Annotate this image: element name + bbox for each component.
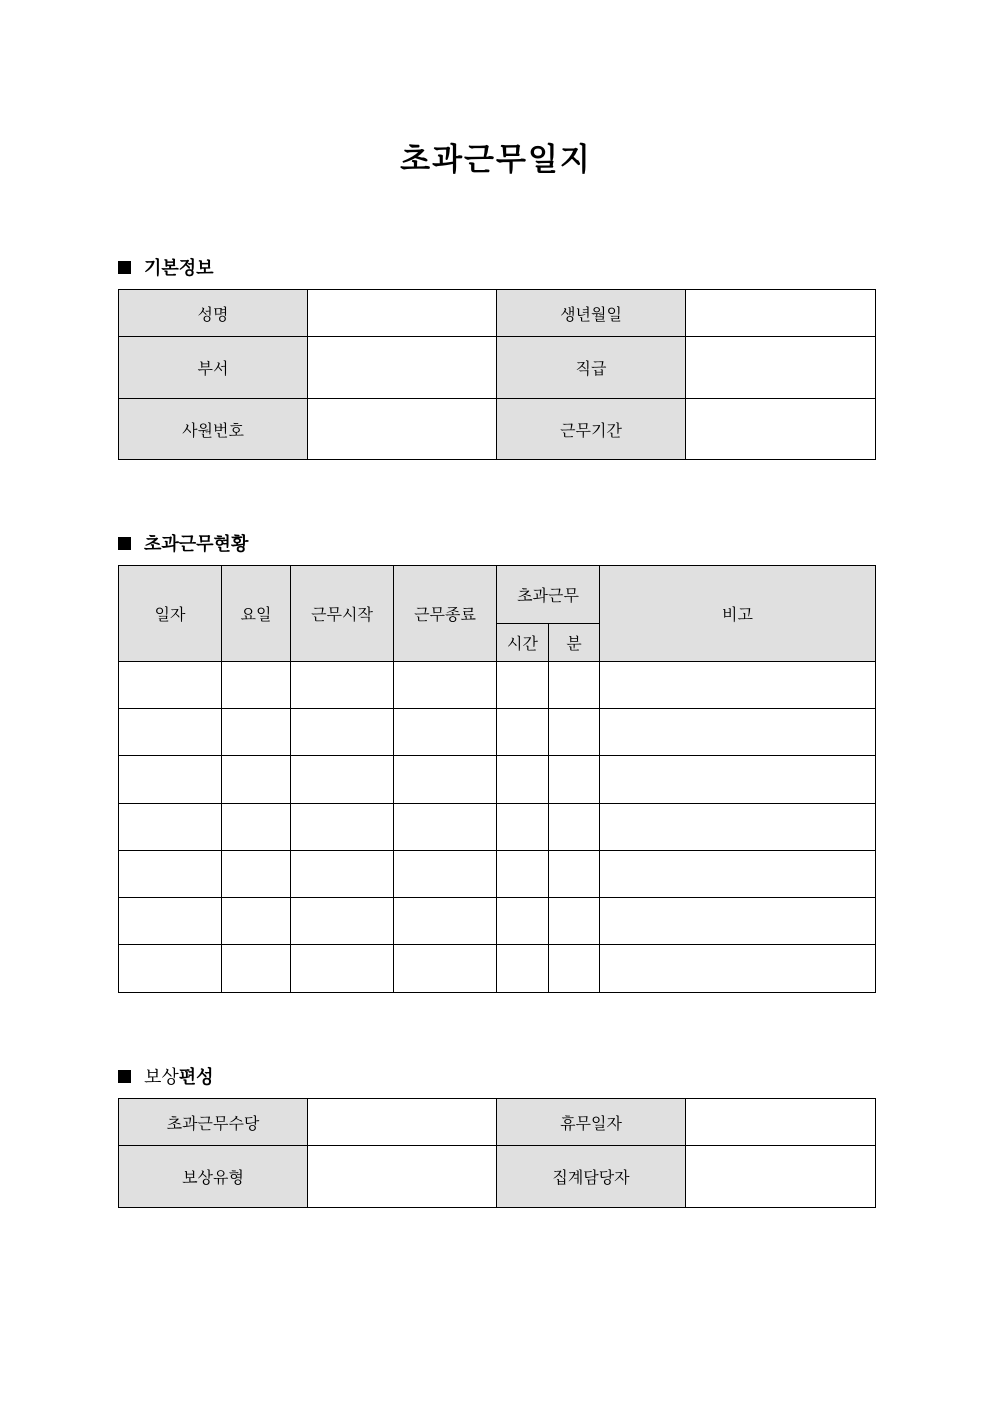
start-cell[interactable] [291, 945, 394, 993]
date-cell[interactable] [119, 851, 222, 898]
start-cell[interactable] [291, 662, 394, 709]
section-heading-overtime [118, 530, 248, 556]
remarks-cell[interactable] [600, 709, 876, 756]
table-row [119, 804, 876, 851]
date-cell[interactable] [119, 945, 222, 993]
compensation-table [118, 1098, 876, 1208]
birthdate-field[interactable] [686, 290, 876, 337]
section-title: 기본정보 [144, 258, 214, 279]
label-name: 성명 [119, 290, 308, 337]
label-overtime-allowance: 초과근무수당 [119, 1099, 308, 1146]
end-cell[interactable] [394, 756, 497, 804]
label-compensation-type: 보상유형 [119, 1146, 308, 1208]
minutes-cell[interactable] [549, 756, 600, 804]
hours-cell[interactable] [497, 945, 549, 993]
minutes-cell[interactable] [549, 709, 600, 756]
table-row [119, 945, 876, 993]
date-cell[interactable] [119, 804, 222, 851]
header-overtime: 초과근무 [497, 566, 600, 624]
compensation-type-field[interactable] [308, 1146, 497, 1208]
label-department: 부서 [119, 337, 308, 399]
remarks-cell[interactable] [600, 804, 876, 851]
table-row [119, 898, 876, 945]
work-period-field[interactable] [686, 399, 876, 460]
date-cell[interactable] [119, 709, 222, 756]
minutes-cell[interactable] [549, 851, 600, 898]
label-position: 직급 [497, 337, 686, 399]
tally-manager-field[interactable] [686, 1146, 876, 1208]
hours-cell[interactable] [497, 804, 549, 851]
table-row [119, 851, 876, 898]
hours-cell[interactable] [497, 662, 549, 709]
section-title-normal: 보상 [144, 1067, 179, 1088]
start-cell[interactable] [291, 804, 394, 851]
remarks-cell[interactable] [600, 756, 876, 804]
name-field[interactable] [308, 290, 497, 337]
remarks-cell[interactable] [600, 851, 876, 898]
end-cell[interactable] [394, 945, 497, 993]
overtime-allowance-field[interactable] [308, 1099, 497, 1146]
page-title: 초과근무일지 [400, 142, 592, 178]
minutes-cell[interactable] [549, 804, 600, 851]
section-heading-compensation [118, 1063, 214, 1089]
table-row [119, 709, 876, 756]
label-employee-number: 사원번호 [119, 399, 308, 460]
start-cell[interactable] [291, 709, 394, 756]
minutes-cell[interactable] [549, 898, 600, 945]
minutes-cell[interactable] [549, 662, 600, 709]
square-bullet-icon [118, 537, 131, 550]
header-hours: 시간 [497, 624, 549, 662]
hours-cell[interactable] [497, 709, 549, 756]
hours-cell[interactable] [497, 898, 549, 945]
start-cell[interactable] [291, 898, 394, 945]
day-cell[interactable] [222, 898, 291, 945]
minutes-cell[interactable] [549, 945, 600, 993]
remarks-cell[interactable] [600, 945, 876, 993]
section-title-bold: 편성 [178, 1067, 214, 1088]
header-end: 근무종료 [394, 566, 497, 662]
label-tally-manager: 집계담당자 [497, 1146, 686, 1208]
date-cell[interactable] [119, 662, 222, 709]
day-cell[interactable] [222, 851, 291, 898]
header-start: 근무시작 [291, 566, 394, 662]
square-bullet-icon [118, 261, 131, 274]
label-work-period: 근무기간 [497, 399, 686, 460]
date-cell[interactable] [119, 898, 222, 945]
day-cell[interactable] [222, 945, 291, 993]
section-heading-basic-info [118, 254, 214, 280]
day-off-date-field[interactable] [686, 1099, 876, 1146]
department-field[interactable] [308, 337, 497, 399]
label-birthdate: 생년월일 [497, 290, 686, 337]
day-cell[interactable] [222, 756, 291, 804]
table-row [119, 756, 876, 804]
end-cell[interactable] [394, 898, 497, 945]
start-cell[interactable] [291, 756, 394, 804]
section-title: 초과근무현황 [144, 534, 249, 555]
employee-number-field[interactable] [308, 399, 497, 460]
header-day: 요일 [222, 566, 291, 662]
remarks-cell[interactable] [600, 662, 876, 709]
day-cell[interactable] [222, 662, 291, 709]
square-bullet-icon [118, 1070, 131, 1083]
position-field[interactable] [686, 337, 876, 399]
day-cell[interactable] [222, 804, 291, 851]
day-cell[interactable] [222, 709, 291, 756]
basic-info-table [118, 289, 876, 460]
end-cell[interactable] [394, 709, 497, 756]
header-date: 일자 [119, 566, 222, 662]
header-remarks: 비고 [600, 566, 876, 662]
header-minutes: 분 [549, 624, 600, 662]
end-cell[interactable] [394, 662, 497, 709]
start-cell[interactable] [291, 851, 394, 898]
hours-cell[interactable] [497, 756, 549, 804]
label-day-off-date: 휴무일자 [497, 1099, 686, 1146]
table-row [119, 662, 876, 709]
overtime-table [118, 565, 876, 993]
date-cell[interactable] [119, 756, 222, 804]
remarks-cell[interactable] [600, 898, 876, 945]
hours-cell[interactable] [497, 851, 549, 898]
end-cell[interactable] [394, 851, 497, 898]
end-cell[interactable] [394, 804, 497, 851]
